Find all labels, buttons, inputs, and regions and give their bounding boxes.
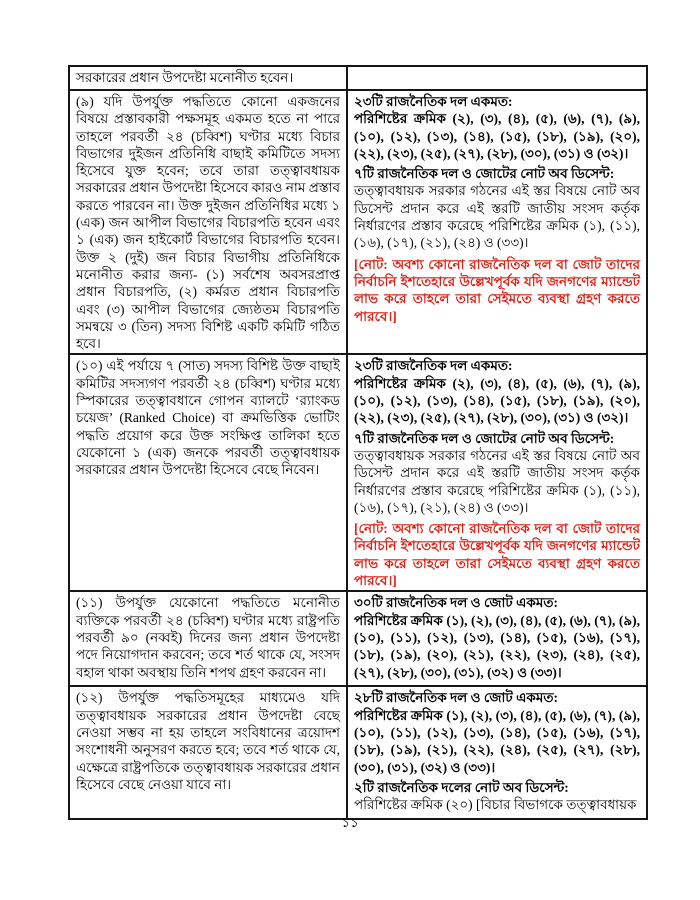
page-number: ১১ <box>341 815 359 830</box>
table-row-clause-12 <box>69 686 647 819</box>
agree-serials: পরিশিষ্টের ক্রমিক (২), (৩), (৪), (৫), (৬), (৭), (৯), (১০), (১২), (১৩), (১৪), (১৫), (১৮), (১৯), (২০), (২২), (২৩), (২৫), (২৭), (২৮), (৩০), (৩১) ও (৩২)। <box>354 375 640 426</box>
agree-serials: পরিশিষ্টের ক্রমিক (২), (৩), (৪), (৫), (৬), (৭), (৯), (১০), (১২), (১৩), (১৪), (১৫), (১৮), (১৯), (২০), (২২), (২৩), (২৫), (২৭), (২৮), (৩০), (৩১) ও (৩২)। <box>354 111 640 161</box>
dissent-body: তত্ত্বাবধায়ক সরকার গঠনের এই স্তর বিষয়ে নোট অব ডিসেন্ট প্রদান করে এই স্তরটি জাতীয় সংসদ কর্তৃক নির্ধারণের প্রস্তাব করেছে পরিশিষ্টের ক্রমিক (১), (১১), (১৬), (১৭), (২১), (২৪) ও (৩৩)। <box>354 447 640 515</box>
agree-serials: পরিশিষ্টের ক্রমিক (১), (২), (৩), (৪), (৫), (৬), (৭), (৯), (১০), (১১), (১২), (১৩), (১৪), (১৫), (১৬), (১৭), (১৮), (১৯), (২১), (২২), (২৪), (২৫), (২৭), (২৮), (৩০), (৩১), (৩২) ও (৩৩)। <box>354 707 640 775</box>
agree-heading: ৩০টি রাজনৈতিক দল ও জোট একমত: <box>354 595 558 611</box>
dissent-body: তত্ত্বাবধায়ক সরকার গঠনের এই স্তর বিষয়ে নোট অব ডিসেন্ট প্রদান করে এই স্তরটি জাতীয় সংসদ কর্তৃক নির্ধারণের প্রস্তাব করেছে পরিশিষ্টের ক্রমিক (১), (১১), (১৬), (১৭), (২১), (২৪) ও (৩৩)। <box>354 183 640 251</box>
clause-10-text: (১০) এই পর্যায়ে ৭ (সাত) সদস্য বিশিষ্ট উক্ত বাছাই কমিটির সদস্যগণ পরবর্তী ২৪ (চব্বিশ) ঘণ্টার মধ্যে স্পিকারের তত্ত্বাবধানে গোপন ব্যালটে ‘র‍্যাংকড চয়েজ’ (Ranked Choice) বা ক্রমভিত্তিক ভোটিং পদ্ধতি প্রয়োগ করে উক্ত সংক্ষিপ্ত তালিকা হতে যেকোনো ১ (এক) জনকে পরবর্তী তত্ত্বাবধায়ক সরকারের প্রধান উপদেষ্টা হিসেবে বেছে নিবেন। <box>76 358 340 478</box>
clause-9-text: (৯) যদি উপর্যুক্ত পদ্ধতিতে কোনো একজনের বিষয়ে প্রস্তাবকারী পক্ষসমূহ একমত হতে না পারে তাহলে পরবর্তী ২৪ (চব্বিশ) ঘণ্টার মধ্যে বিচার বিভাগের দুইজন প্রতিনিধি বাছাই কমিটিতে সদস্য হিসেবে যুক্ত হবেন; তবে তারা তত্ত্বাবধায়ক সরকারের প্রধান উপদেষ্টা হিসেবে কারও নাম প্রস্তাব করতে পারবেন না। উক্ত দুইজন প্রতিনিধির মধ্যে ১ (এক) জন আপীল বিভাগের বিচারপতি হবেন এবং ১ (এক) জন হাইকোর্ট বিভাগের বিচারপতি হবেন। উক্ত ২ (দুই) জন বিচার বিভাগীয় প্রতিনিধিকে মনোনীত করার জন্য- (১) সর্বশেষ অবসরপ্রাপ্ত প্রধান বিচারপতি, (২) কর্মরত প্রধান বিচারপতি এবং (৩) আপীল বিভাগের জ্যেষ্ঠতম বিচারপতি সমন্বয়ে ৩ (তিন) সদস্য বিশিষ্ট একটি কমিটি গঠিত হবে। <box>76 94 340 352</box>
cell-carryover-empty <box>347 66 647 90</box>
red-note: [নোট: অবশ্য কোনো রাজনৈতিক দল বা জোট তাদের নির্বাচনি ইশতেহারে উল্লেখপূর্বক যদি জনগণের ম্যান্ডেট লাভ করে তাহলে তারা সেইমতে ব্যবস্থা গ্রহণ করতে পারবে।] <box>354 521 640 589</box>
clauses-comparison-table <box>68 65 648 820</box>
cell-clause-11 <box>69 591 347 686</box>
clause-12-text: (১২) উপর্যুক্ত পদ্ধতিসমূহের মাধ্যমেও যদি তত্ত্বাবধায়ক সরকারের প্রধান উপদেষ্টা বেছে নেওয়া সম্ভব না হয় তাহলে সংবিধানের ত্রয়োদশ সংশোধনী অনুসরণ করতে হবে; তবে শর্ত থাকে যে, এক্ষেত্রে রাষ্ট্রপতিকে তত্ত্বাবধায়ক সরকারের প্রধান হিসেবে বেছে নেওয়া যাবে না। <box>76 690 340 792</box>
dissent-body: পরিশিষ্টের ক্রমিক (২০) [বিচার বিভাগকে তত্ত্বাবধায়ক <box>354 797 637 813</box>
dissent-heading: ২টি রাজনৈতিক দলের নোট অব ডিসেন্ট: <box>354 779 569 795</box>
cell-clause-9 <box>69 90 347 354</box>
agree-serials: পরিশিষ্টের ক্রমিক (১), (২), (৩), (৪), (৫), (৬), (৭), (৯), (১০), (১১), (১২), (১৩), (১৪), (১৫), (১৬), (১৭), (১৮), (১৯), (২০), (২১), (২২), (২৩), (২৪), (২৫), (২৭), (২৮), (৩০), (৩১), (৩২) ও (৩৩)। <box>354 612 640 680</box>
dissent-heading: ৭টি রাজনৈতিক দল ও জোটের নোট অব ডিসেন্ট: <box>354 166 615 182</box>
agree-heading: ২৩টি রাজনৈতিক দল একমত: <box>354 94 513 109</box>
carryover-clause-text: সরকারের প্রধান উপদেষ্টা মনোনীত হবেন। <box>76 70 294 85</box>
table-row-clause-10 <box>69 354 647 591</box>
table-row-clause-9 <box>69 90 647 354</box>
agree-heading: ২৩টি রাজনৈতিক দল একমত: <box>354 358 513 374</box>
table-row-clause-11 <box>69 591 647 686</box>
dissent-heading: ৭টি রাজনৈতিক দল ও জোটের নোট অব ডিসেন্ট: <box>354 430 615 446</box>
cell-clause-10 <box>69 354 347 591</box>
red-note: [নোট: অবশ্য কোনো রাজনৈতিক দল বা জোট তাদের নির্বাচনি ইশতেহারে উল্লেখপূর্বক যদি জনগণের ম্যান্ডেট লাভ করে তাহলে তারা সেইমতে ব্যবস্থা গ্রহণ করতে পারবে।] <box>354 256 640 324</box>
agree-heading: ২৮টি রাজনৈতিক দল ও জোট একমত: <box>354 690 558 706</box>
cell-clause-9-consensus <box>347 90 647 354</box>
cell-carryover-clause <box>69 66 347 90</box>
cell-clause-10-consensus <box>347 354 647 591</box>
clause-11-text: (১১) উপর্যুক্ত যেকোনো পদ্ধতিতে মনোনীত ব্যক্তিকে পরবর্তী ২৪ (চব্বিশ) ঘণ্টার মধ্যে রাষ্ট্রপতি পরবর্তী ৯০ (নব্বই) দিনের জন্য প্রধান উপদেষ্টা পদে নিয়োগদান করবেন; তবে শর্ত থাকে যে, সংসদ বহাল থাকা অবস্থায় তিনি শপথ গ্রহণ করবেন না। <box>76 595 340 680</box>
cell-clause-12-consensus <box>347 686 647 819</box>
table-row-carryover <box>69 66 647 90</box>
cell-clause-12 <box>69 686 347 819</box>
cell-clause-11-consensus <box>347 591 647 686</box>
